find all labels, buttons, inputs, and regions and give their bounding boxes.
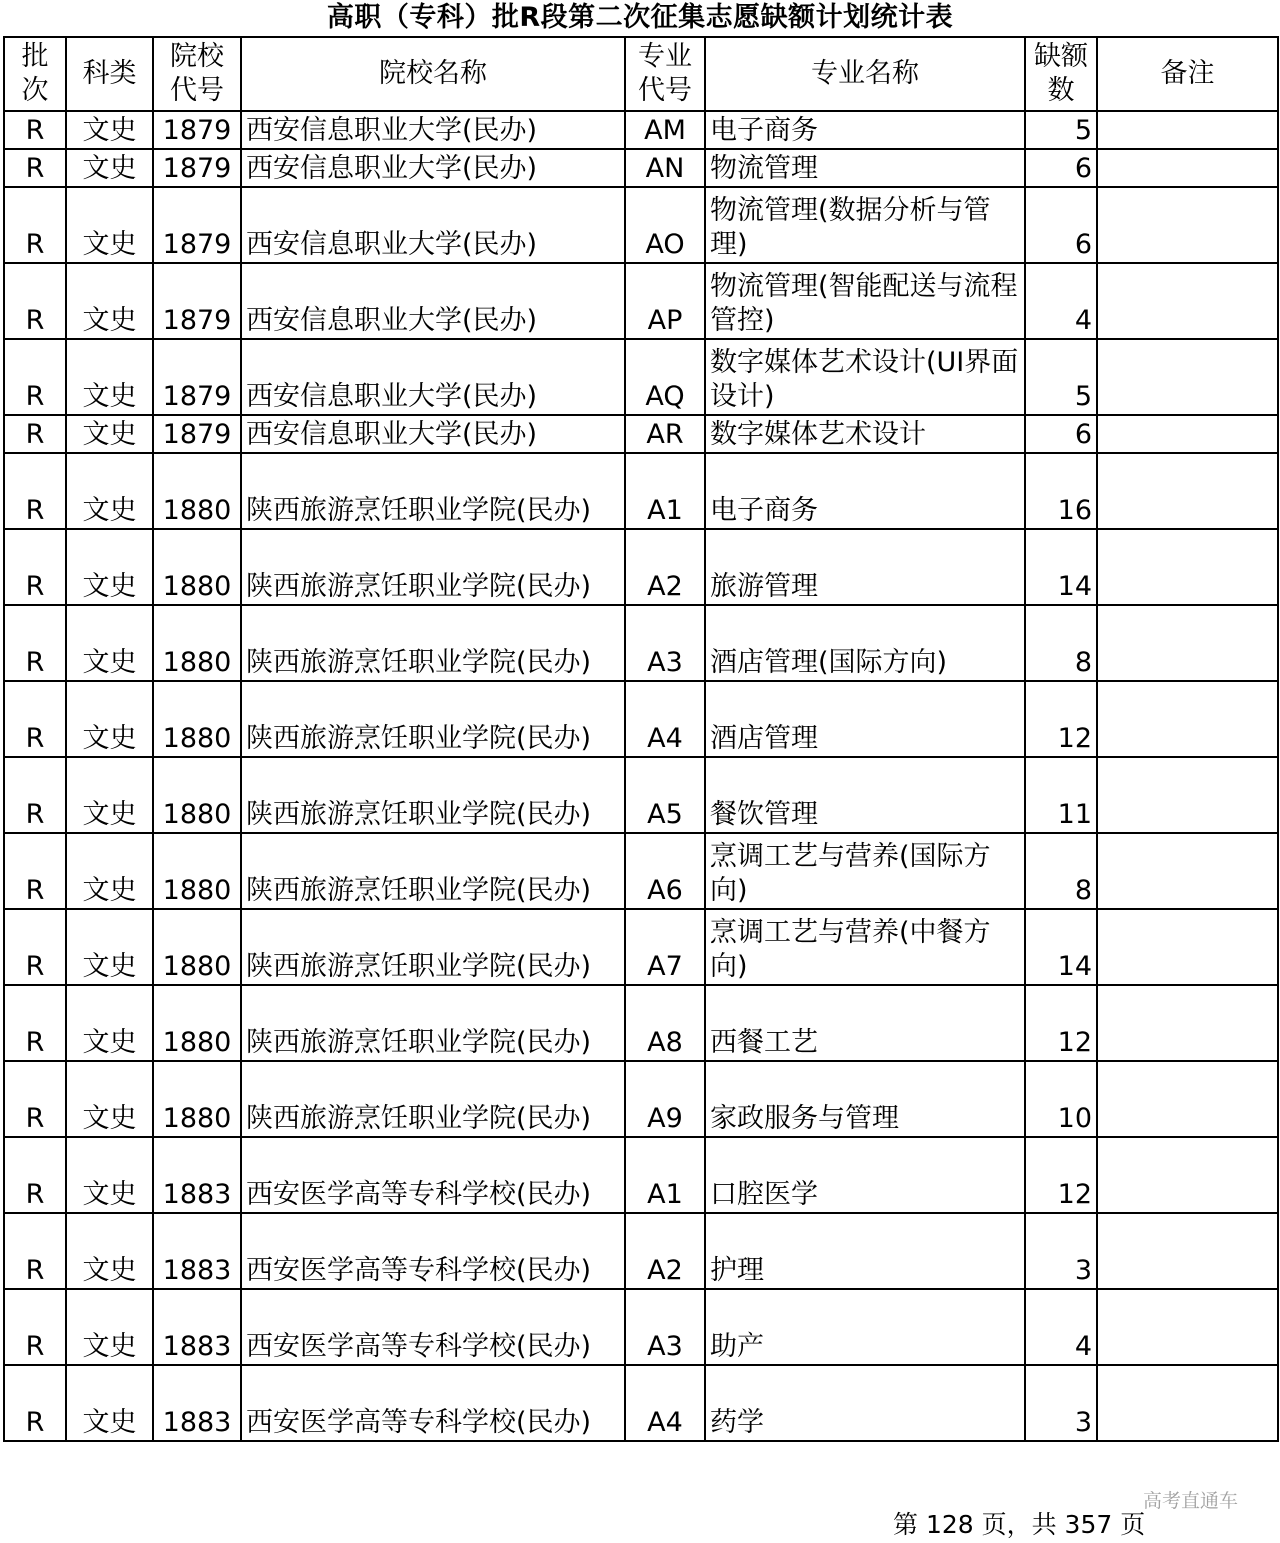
cell-school-name: 陕西旅游烹饪职业学院(民办) — [241, 605, 625, 681]
cell-major-code: A5 — [625, 757, 705, 833]
cell-school-code: 1883 — [153, 1137, 241, 1213]
header-remarks: 备注 — [1097, 37, 1278, 111]
header-vacancies: 缺额数 — [1025, 37, 1097, 111]
header-batch: 批次 — [4, 37, 66, 111]
cell-major-name: 物流管理 — [705, 149, 1025, 187]
cell-category: 文史 — [66, 1213, 153, 1289]
cell-batch: R — [4, 681, 66, 757]
cell-school-name: 陕西旅游烹饪职业学院(民办) — [241, 453, 625, 529]
cell-vacancies: 11 — [1025, 757, 1097, 833]
cell-school-name: 西安医学高等专科学校(民办) — [241, 1289, 625, 1365]
cell-remarks — [1097, 1061, 1278, 1137]
cell-school-code: 1879 — [153, 263, 241, 339]
cell-remarks — [1097, 757, 1278, 833]
cell-vacancies: 6 — [1025, 149, 1097, 187]
cell-remarks — [1097, 1289, 1278, 1365]
cell-category: 文史 — [66, 529, 153, 605]
cell-remarks — [1097, 339, 1278, 415]
cell-batch: R — [4, 1213, 66, 1289]
cell-major-code: A6 — [625, 833, 705, 909]
cell-school-code: 1883 — [153, 1365, 241, 1441]
cell-school-name: 西安医学高等专科学校(民办) — [241, 1137, 625, 1213]
cell-major-name: 数字媒体艺术设计 — [705, 415, 1025, 453]
cell-category: 文史 — [66, 111, 153, 149]
cell-school-code: 1880 — [153, 453, 241, 529]
cell-major-name: 护理 — [705, 1213, 1025, 1289]
cell-category: 文史 — [66, 339, 153, 415]
cell-major-code: A3 — [625, 605, 705, 681]
cell-school-code: 1880 — [153, 757, 241, 833]
cell-vacancies: 14 — [1025, 909, 1097, 985]
header-category: 科类 — [66, 37, 153, 111]
cell-vacancies: 3 — [1025, 1365, 1097, 1441]
cell-remarks — [1097, 985, 1278, 1061]
cell-school-code: 1880 — [153, 985, 241, 1061]
cell-school-code: 1883 — [153, 1289, 241, 1365]
cell-category: 文史 — [66, 757, 153, 833]
table-row — [4, 1137, 1278, 1213]
cell-major-name: 数字媒体艺术设计(UI界面设计) — [705, 339, 1025, 415]
cell-category: 文史 — [66, 833, 153, 909]
cell-major-name: 药学 — [705, 1365, 1025, 1441]
cell-school-code: 1880 — [153, 529, 241, 605]
cell-category: 文史 — [66, 1137, 153, 1213]
cell-remarks — [1097, 833, 1278, 909]
cell-vacancies: 14 — [1025, 529, 1097, 605]
table-row — [4, 453, 1278, 529]
cell-school-code: 1883 — [153, 1213, 241, 1289]
cell-remarks — [1097, 1365, 1278, 1441]
cell-remarks — [1097, 1213, 1278, 1289]
cell-category: 文史 — [66, 415, 153, 453]
cell-batch: R — [4, 1289, 66, 1365]
cell-vacancies: 12 — [1025, 985, 1097, 1061]
header-school-name: 院校名称 — [241, 37, 625, 111]
cell-category: 文史 — [66, 985, 153, 1061]
watermark: 高考直通车 — [1143, 1490, 1239, 1512]
table-row — [4, 111, 1278, 149]
cell-major-code: AQ — [625, 339, 705, 415]
cell-remarks — [1097, 263, 1278, 339]
cell-batch: R — [4, 1137, 66, 1213]
cell-category: 文史 — [66, 149, 153, 187]
cell-school-code: 1879 — [153, 149, 241, 187]
cell-major-code: A2 — [625, 1213, 705, 1289]
cell-batch: R — [4, 605, 66, 681]
cell-major-code: AM — [625, 111, 705, 149]
cell-batch: R — [4, 149, 66, 187]
cell-remarks — [1097, 187, 1278, 263]
cell-major-code: AP — [625, 263, 705, 339]
table-row — [4, 415, 1278, 453]
cell-vacancies: 8 — [1025, 605, 1097, 681]
cell-batch: R — [4, 263, 66, 339]
table-row — [4, 605, 1278, 681]
table-header-row — [4, 37, 1278, 111]
cell-school-code: 1879 — [153, 339, 241, 415]
cell-batch: R — [4, 453, 66, 529]
cell-school-code: 1879 — [153, 111, 241, 149]
cell-category: 文史 — [66, 187, 153, 263]
cell-major-code: AR — [625, 415, 705, 453]
cell-school-name: 陕西旅游烹饪职业学院(民办) — [241, 529, 625, 605]
table-row — [4, 1213, 1278, 1289]
cell-major-code: A1 — [625, 1137, 705, 1213]
cell-major-name: 助产 — [705, 1289, 1025, 1365]
cell-batch: R — [4, 833, 66, 909]
cell-batch: R — [4, 529, 66, 605]
cell-school-name: 西安信息职业大学(民办) — [241, 339, 625, 415]
cell-major-code: A8 — [625, 985, 705, 1061]
cell-major-code: AN — [625, 149, 705, 187]
cell-school-name: 陕西旅游烹饪职业学院(民办) — [241, 681, 625, 757]
cell-vacancies: 4 — [1025, 1289, 1097, 1365]
cell-major-name: 口腔医学 — [705, 1137, 1025, 1213]
vacancy-table — [3, 36, 1279, 1442]
header-major-code: 专业代号 — [625, 37, 705, 111]
table-row — [4, 1289, 1278, 1365]
page-footer: 第 128 页，共 357 页 — [893, 1510, 1146, 1539]
cell-major-name: 餐饮管理 — [705, 757, 1025, 833]
table-row — [4, 985, 1278, 1061]
cell-batch: R — [4, 339, 66, 415]
cell-school-name: 西安医学高等专科学校(民办) — [241, 1213, 625, 1289]
table-row — [4, 263, 1278, 339]
cell-remarks — [1097, 529, 1278, 605]
cell-school-name: 西安信息职业大学(民办) — [241, 263, 625, 339]
cell-school-code: 1880 — [153, 833, 241, 909]
table-row — [4, 833, 1278, 909]
cell-major-code: A4 — [625, 1365, 705, 1441]
table-row — [4, 1365, 1278, 1441]
cell-category: 文史 — [66, 1061, 153, 1137]
table-body — [4, 111, 1278, 1441]
cell-major-code: AO — [625, 187, 705, 263]
cell-major-name: 电子商务 — [705, 453, 1025, 529]
page-title: 高职（专科）批R段第二次征集志愿缺额计划统计表 — [326, 2, 954, 33]
cell-vacancies: 4 — [1025, 263, 1097, 339]
cell-major-name: 电子商务 — [705, 111, 1025, 149]
cell-major-name: 物流管理(数据分析与管理) — [705, 187, 1025, 263]
cell-major-code: A2 — [625, 529, 705, 605]
table-row — [4, 909, 1278, 985]
cell-vacancies: 6 — [1025, 415, 1097, 453]
cell-school-code: 1879 — [153, 415, 241, 453]
table-row — [4, 681, 1278, 757]
cell-vacancies: 12 — [1025, 681, 1097, 757]
cell-category: 文史 — [66, 909, 153, 985]
cell-school-code: 1880 — [153, 909, 241, 985]
table-row — [4, 757, 1278, 833]
cell-remarks — [1097, 415, 1278, 453]
cell-remarks — [1097, 453, 1278, 529]
cell-vacancies: 5 — [1025, 111, 1097, 149]
cell-school-code: 1880 — [153, 1061, 241, 1137]
cell-remarks — [1097, 111, 1278, 149]
cell-remarks — [1097, 681, 1278, 757]
cell-vacancies: 6 — [1025, 187, 1097, 263]
cell-major-code: A4 — [625, 681, 705, 757]
table-row — [4, 187, 1278, 263]
cell-vacancies: 12 — [1025, 1137, 1097, 1213]
cell-school-name: 陕西旅游烹饪职业学院(民办) — [241, 985, 625, 1061]
cell-school-code: 1880 — [153, 605, 241, 681]
cell-remarks — [1097, 149, 1278, 187]
cell-school-name: 西安信息职业大学(民办) — [241, 111, 625, 149]
cell-major-name: 旅游管理 — [705, 529, 1025, 605]
cell-school-code: 1880 — [153, 681, 241, 757]
table-row — [4, 149, 1278, 187]
cell-major-code: A1 — [625, 453, 705, 529]
cell-category: 文史 — [66, 681, 153, 757]
cell-major-name: 西餐工艺 — [705, 985, 1025, 1061]
cell-batch: R — [4, 415, 66, 453]
table-row — [4, 529, 1278, 605]
cell-batch: R — [4, 757, 66, 833]
table-row — [4, 339, 1278, 415]
cell-major-name: 物流管理(智能配送与流程管控) — [705, 263, 1025, 339]
cell-category: 文史 — [66, 263, 153, 339]
cell-major-code: A7 — [625, 909, 705, 985]
cell-school-name: 西安信息职业大学(民办) — [241, 415, 625, 453]
cell-school-name: 陕西旅游烹饪职业学院(民办) — [241, 909, 625, 985]
cell-vacancies: 5 — [1025, 339, 1097, 415]
cell-major-name: 烹调工艺与营养(中餐方向) — [705, 909, 1025, 985]
cell-vacancies: 10 — [1025, 1061, 1097, 1137]
cell-batch: R — [4, 1061, 66, 1137]
cell-remarks — [1097, 605, 1278, 681]
header-major-name: 专业名称 — [705, 37, 1025, 111]
cell-school-name: 陕西旅游烹饪职业学院(民办) — [241, 757, 625, 833]
table-row — [4, 1061, 1278, 1137]
cell-category: 文史 — [66, 453, 153, 529]
cell-school-name: 西安医学高等专科学校(民办) — [241, 1365, 625, 1441]
cell-vacancies: 3 — [1025, 1213, 1097, 1289]
cell-major-name: 酒店管理(国际方向) — [705, 605, 1025, 681]
cell-school-code: 1879 — [153, 187, 241, 263]
cell-batch: R — [4, 1365, 66, 1441]
cell-major-name: 烹调工艺与营养(国际方向) — [705, 833, 1025, 909]
header-school-code: 院校代号 — [153, 37, 241, 111]
cell-school-name: 西安信息职业大学(民办) — [241, 187, 625, 263]
cell-major-code: A3 — [625, 1289, 705, 1365]
cell-school-name: 西安信息职业大学(民办) — [241, 149, 625, 187]
cell-major-code: A9 — [625, 1061, 705, 1137]
cell-school-name: 陕西旅游烹饪职业学院(民办) — [241, 833, 625, 909]
cell-vacancies: 8 — [1025, 833, 1097, 909]
cell-batch: R — [4, 187, 66, 263]
cell-category: 文史 — [66, 1365, 153, 1441]
cell-batch: R — [4, 111, 66, 149]
cell-major-name: 家政服务与管理 — [705, 1061, 1025, 1137]
cell-category: 文史 — [66, 1289, 153, 1365]
cell-vacancies: 16 — [1025, 453, 1097, 529]
cell-remarks — [1097, 1137, 1278, 1213]
cell-batch: R — [4, 985, 66, 1061]
cell-category: 文史 — [66, 605, 153, 681]
cell-batch: R — [4, 909, 66, 985]
cell-remarks — [1097, 909, 1278, 985]
cell-school-name: 陕西旅游烹饪职业学院(民办) — [241, 1061, 625, 1137]
cell-major-name: 酒店管理 — [705, 681, 1025, 757]
